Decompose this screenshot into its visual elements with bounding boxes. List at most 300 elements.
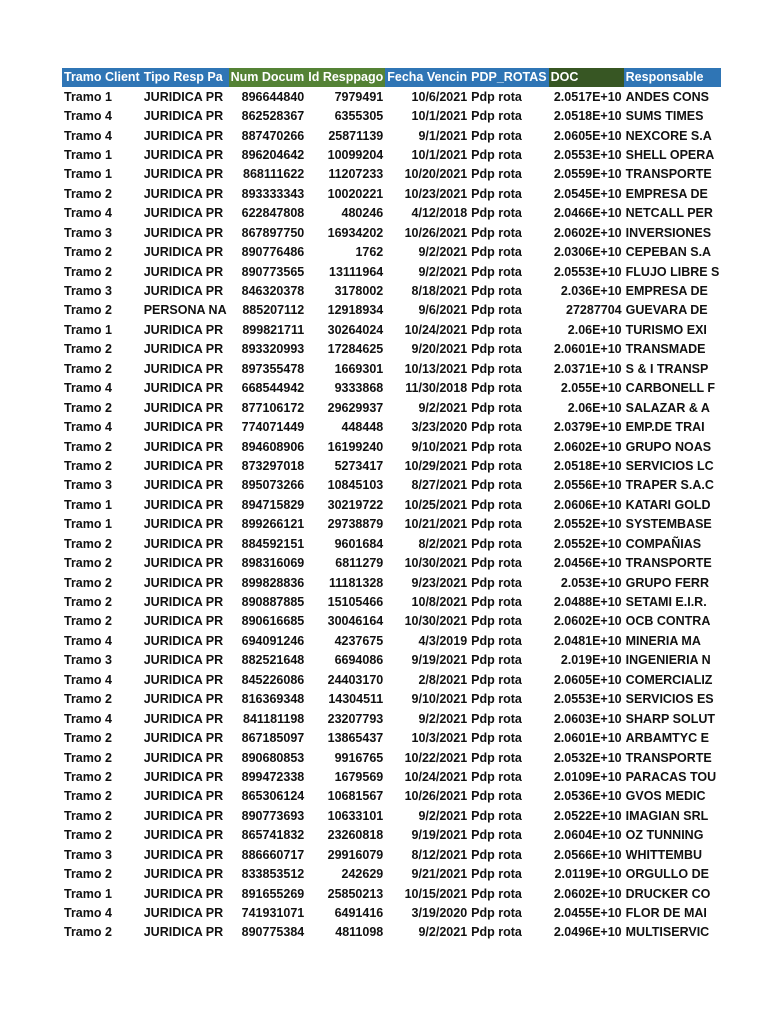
doc-cell[interactable]: 2.0517E+10 xyxy=(553,89,622,104)
responsable-cell[interactable]: FLOR DE MAI xyxy=(625,906,707,921)
tipo-resp-cell[interactable]: JURIDICA PR xyxy=(143,381,224,396)
doc-cell[interactable]: 2.0455E+10 xyxy=(553,906,622,921)
tipo-resp-cell[interactable]: JURIDICA PR xyxy=(143,342,224,357)
fecha-cell[interactable]: 10/30/2021 xyxy=(404,556,468,571)
tipo-resp-cell[interactable]: JURIDICA PR xyxy=(143,458,224,473)
num-documento-cell[interactable]: 882521648 xyxy=(241,653,305,668)
responsable-cell[interactable]: SALAZAR & A xyxy=(625,400,710,415)
doc-cell[interactable]: 2.0559E+10 xyxy=(553,167,622,182)
pdp-rotas-cell[interactable]: Pdp rota xyxy=(471,653,522,668)
responsable-cell[interactable]: EMPRESA DE xyxy=(625,186,708,201)
tipo-resp-cell[interactable]: JURIDICA PR xyxy=(143,517,224,532)
num-documento-cell[interactable]: 741931071 xyxy=(241,906,305,921)
id-resppago-cell[interactable]: 9916765 xyxy=(334,750,384,765)
fecha-cell[interactable]: 9/6/2021 xyxy=(418,303,468,318)
fecha-cell[interactable]: 10/6/2021 xyxy=(411,89,468,104)
id-resppago-cell[interactable]: 25871139 xyxy=(328,128,384,143)
doc-cell[interactable]: 2.0456E+10 xyxy=(553,556,622,571)
responsable-cell[interactable]: GRUPO FERR xyxy=(625,575,709,590)
id-resppago-cell[interactable]: 15105466 xyxy=(327,595,384,610)
num-documento-cell[interactable]: 846320378 xyxy=(241,284,305,299)
tipo-resp-cell[interactable]: JURIDICA PR xyxy=(143,769,224,784)
pdp-rotas-cell[interactable]: Pdp rota xyxy=(471,711,522,726)
responsable-cell[interactable]: GUEVARA DE xyxy=(625,303,708,318)
tipo-resp-cell[interactable]: JURIDICA PR xyxy=(143,867,224,882)
id-resppago-cell[interactable]: 29629937 xyxy=(327,400,384,415)
num-documento-cell[interactable]: 865741832 xyxy=(241,828,305,843)
pdp-rotas-cell[interactable]: Pdp rota xyxy=(471,536,522,551)
tramo-cell[interactable]: Tramo 2 xyxy=(64,536,112,551)
responsable-cell[interactable]: MULTISERVIC xyxy=(625,925,710,940)
responsable-cell[interactable]: CARBONELL F xyxy=(625,381,715,396)
tipo-resp-cell[interactable]: JURIDICA PR xyxy=(143,322,224,337)
tramo-cell[interactable]: Tramo 2 xyxy=(64,789,112,804)
tipo-resp-cell[interactable]: JURIDICA PR xyxy=(143,439,224,454)
id-resppago-cell[interactable]: 4811098 xyxy=(335,925,384,940)
fecha-cell[interactable]: 9/1/2021 xyxy=(418,128,468,143)
pdp-rotas-cell[interactable]: Pdp rota xyxy=(471,478,522,493)
tramo-cell[interactable]: Tramo 2 xyxy=(64,692,112,707)
doc-cell[interactable]: 2.0604E+10 xyxy=(553,828,622,843)
id-resppago-cell[interactable]: 12918934 xyxy=(327,303,384,318)
responsable-cell[interactable]: GVOS MEDIC xyxy=(625,789,706,804)
responsable-cell[interactable]: TURISMO EXI xyxy=(625,322,707,337)
num-documento-cell[interactable]: 894715829 xyxy=(241,497,305,512)
header-id-resppago[interactable]: Id Resppago xyxy=(306,68,385,87)
num-documento-cell[interactable]: 873297018 xyxy=(241,458,305,473)
doc-cell[interactable]: 2.0602E+10 xyxy=(553,886,622,901)
tipo-resp-cell[interactable]: JURIDICA PR xyxy=(143,828,224,843)
fecha-cell[interactable]: 10/24/2021 xyxy=(404,322,468,337)
num-documento-cell[interactable]: 622847808 xyxy=(241,206,305,221)
pdp-rotas-cell[interactable]: Pdp rota xyxy=(471,458,522,473)
pdp-rotas-cell[interactable]: Pdp rota xyxy=(471,906,522,921)
doc-cell[interactable]: 2.0518E+10 xyxy=(553,458,622,473)
header-doc[interactable]: DOC xyxy=(549,68,624,87)
fecha-cell[interactable]: 3/19/2020 xyxy=(411,906,468,921)
fecha-cell[interactable]: 10/1/2021 xyxy=(411,109,468,124)
doc-cell[interactable]: 2.0602E+10 xyxy=(553,225,622,240)
tramo-cell[interactable]: Tramo 2 xyxy=(64,614,112,629)
responsable-cell[interactable]: KATARI GOLD xyxy=(625,497,711,512)
tipo-resp-cell[interactable]: JURIDICA PR xyxy=(143,750,224,765)
num-documento-cell[interactable]: 867185097 xyxy=(241,731,305,746)
num-documento-cell[interactable]: 899828836 xyxy=(241,575,305,590)
fecha-cell[interactable]: 10/13/2021 xyxy=(404,361,468,376)
id-resppago-cell[interactable]: 30046164 xyxy=(327,614,384,629)
id-resppago-cell[interactable]: 30219722 xyxy=(327,497,384,512)
num-documento-cell[interactable]: 862528367 xyxy=(241,109,305,124)
tramo-cell[interactable]: Tramo 4 xyxy=(64,206,112,221)
num-documento-cell[interactable]: 885207112 xyxy=(242,303,305,318)
pdp-rotas-cell[interactable]: Pdp rota xyxy=(471,575,522,590)
tramo-cell[interactable]: Tramo 2 xyxy=(64,575,112,590)
doc-cell[interactable]: 2.0601E+10 xyxy=(553,342,622,357)
id-resppago-cell[interactable]: 3178002 xyxy=(334,284,384,299)
fecha-cell[interactable]: 9/10/2021 xyxy=(411,439,468,454)
responsable-cell[interactable]: SUMS TIMES xyxy=(625,109,704,124)
tipo-resp-cell[interactable]: JURIDICA PR xyxy=(143,906,224,921)
pdp-rotas-cell[interactable]: Pdp rota xyxy=(471,225,522,240)
num-documento-cell[interactable]: 890680853 xyxy=(241,750,305,765)
pdp-rotas-cell[interactable]: Pdp rota xyxy=(471,420,522,435)
tramo-cell[interactable]: Tramo 2 xyxy=(64,342,112,357)
tipo-resp-cell[interactable]: JURIDICA PR xyxy=(143,692,224,707)
num-documento-cell[interactable]: 774071449 xyxy=(241,420,305,435)
fecha-cell[interactable]: 2/8/2021 xyxy=(418,672,468,687)
doc-cell[interactable]: 2.06E+10 xyxy=(567,322,622,337)
responsable-cell[interactable]: OCB CONTRA xyxy=(625,614,711,629)
pdp-rotas-cell[interactable]: Pdp rota xyxy=(471,692,522,707)
responsable-cell[interactable]: SHELL OPERA xyxy=(625,147,715,162)
pdp-rotas-cell[interactable]: Pdp rota xyxy=(471,769,522,784)
id-resppago-cell[interactable]: 29738879 xyxy=(327,517,384,532)
doc-cell[interactable]: 2.0553E+10 xyxy=(553,147,622,162)
responsable-cell[interactable]: PARACAS TOU xyxy=(625,769,717,784)
doc-cell[interactable]: 2.0553E+10 xyxy=(553,264,622,279)
tipo-resp-cell[interactable]: JURIDICA PR xyxy=(143,653,224,668)
responsable-cell[interactable]: TRANSPORTE xyxy=(625,556,712,571)
tramo-cell[interactable]: Tramo 3 xyxy=(64,847,112,862)
doc-cell[interactable]: 2.0552E+10 xyxy=(553,517,622,532)
responsable-cell[interactable]: ORGULLO DE xyxy=(625,867,709,882)
fecha-cell[interactable]: 9/19/2021 xyxy=(411,653,468,668)
pdp-rotas-cell[interactable]: Pdp rota xyxy=(471,89,522,104)
responsable-cell[interactable]: IMAGIAN SRL xyxy=(625,808,709,823)
responsable-cell[interactable]: INVERSIONES xyxy=(625,225,712,240)
tramo-cell[interactable]: Tramo 1 xyxy=(64,89,112,104)
tramo-cell[interactable]: Tramo 2 xyxy=(64,264,112,279)
fecha-cell[interactable]: 9/19/2021 xyxy=(411,828,468,843)
tramo-cell[interactable]: Tramo 1 xyxy=(64,886,112,901)
id-resppago-cell[interactable]: 5273417 xyxy=(334,458,384,473)
fecha-cell[interactable]: 10/29/2021 xyxy=(404,458,468,473)
tramo-cell[interactable]: Tramo 1 xyxy=(64,497,112,512)
doc-cell[interactable]: 2.0532E+10 xyxy=(553,750,622,765)
num-documento-cell[interactable]: 893333343 xyxy=(241,186,305,201)
tipo-resp-cell[interactable]: JURIDICA PR xyxy=(143,536,224,551)
id-resppago-cell[interactable]: 6694086 xyxy=(334,653,384,668)
num-documento-cell[interactable]: 886660717 xyxy=(241,847,305,862)
doc-cell[interactable]: 2.0466E+10 xyxy=(553,206,622,221)
fecha-cell[interactable]: 8/18/2021 xyxy=(411,284,468,299)
tramo-cell[interactable]: Tramo 2 xyxy=(64,595,112,610)
doc-cell[interactable]: 2.0603E+10 xyxy=(553,711,622,726)
fecha-cell[interactable]: 9/2/2021 xyxy=(418,925,468,940)
id-resppago-cell[interactable]: 1679569 xyxy=(334,769,384,784)
pdp-rotas-cell[interactable]: Pdp rota xyxy=(471,828,522,843)
fecha-cell[interactable]: 10/1/2021 xyxy=(411,147,468,162)
tipo-resp-cell[interactable]: JURIDICA PR xyxy=(143,206,224,221)
tramo-cell[interactable]: Tramo 4 xyxy=(64,633,112,648)
pdp-rotas-cell[interactable]: Pdp rota xyxy=(471,400,522,415)
id-resppago-cell[interactable]: 4237675 xyxy=(334,633,384,648)
pdp-rotas-cell[interactable]: Pdp rota xyxy=(471,750,522,765)
tramo-cell[interactable]: Tramo 1 xyxy=(64,147,112,162)
pdp-rotas-cell[interactable]: Pdp rota xyxy=(471,167,522,182)
pdp-rotas-cell[interactable]: Pdp rota xyxy=(471,147,522,162)
header-tipo-resp-pago[interactable]: Tipo Resp Pa xyxy=(142,68,229,87)
fecha-cell[interactable]: 10/22/2021 xyxy=(404,750,468,765)
id-resppago-cell[interactable]: 30264024 xyxy=(327,322,384,337)
fecha-cell[interactable]: 9/2/2021 xyxy=(418,264,468,279)
num-documento-cell[interactable]: 891655269 xyxy=(241,886,305,901)
tipo-resp-cell[interactable]: JURIDICA PR xyxy=(143,167,224,182)
tramo-cell[interactable]: Tramo 2 xyxy=(64,769,112,784)
fecha-cell[interactable]: 11/30/2018 xyxy=(405,381,468,396)
header-responsable[interactable]: Responsable xyxy=(624,68,722,87)
responsable-cell[interactable]: CEPEBAN S.A xyxy=(625,245,712,260)
tipo-resp-cell[interactable]: JURIDICA PR xyxy=(143,556,224,571)
tramo-cell[interactable]: Tramo 1 xyxy=(64,517,112,532)
id-resppago-cell[interactable]: 9333868 xyxy=(334,381,384,396)
fecha-cell[interactable]: 10/15/2021 xyxy=(404,886,468,901)
id-resppago-cell[interactable]: 10681567 xyxy=(327,789,384,804)
tipo-resp-cell[interactable]: JURIDICA PR xyxy=(143,731,224,746)
responsable-cell[interactable]: TRANSPORTE xyxy=(625,750,712,765)
responsable-cell[interactable]: SERVICIOS LC xyxy=(625,458,714,473)
tramo-cell[interactable]: Tramo 3 xyxy=(64,653,112,668)
fecha-cell[interactable]: 10/26/2021 xyxy=(404,225,468,240)
fecha-cell[interactable]: 8/27/2021 xyxy=(411,478,468,493)
num-documento-cell[interactable]: 899266121 xyxy=(241,517,305,532)
doc-cell[interactable]: 2.0556E+10 xyxy=(553,478,622,493)
id-resppago-cell[interactable]: 6491416 xyxy=(334,906,384,921)
responsable-cell[interactable]: OZ TUNNING xyxy=(625,828,704,843)
fecha-cell[interactable]: 3/23/2020 xyxy=(411,420,468,435)
num-documento-cell[interactable]: 867897750 xyxy=(241,225,305,240)
tramo-cell[interactable]: Tramo 4 xyxy=(64,672,112,687)
tipo-resp-cell[interactable]: JURIDICA PR xyxy=(143,284,224,299)
fecha-cell[interactable]: 10/24/2021 xyxy=(404,769,468,784)
fecha-cell[interactable]: 8/2/2021 xyxy=(418,536,468,551)
id-resppago-cell[interactable]: 6355305 xyxy=(334,109,384,124)
id-resppago-cell[interactable]: 10845103 xyxy=(327,478,384,493)
header-tramo-cliente[interactable]: Tramo Client xyxy=(62,68,142,87)
responsable-cell[interactable]: EMP.DE TRAI xyxy=(625,420,705,435)
doc-cell[interactable]: 2.0522E+10 xyxy=(553,808,622,823)
id-resppago-cell[interactable]: 6811279 xyxy=(335,556,384,571)
tipo-resp-cell[interactable]: JURIDICA PR xyxy=(143,128,224,143)
tramo-cell[interactable]: Tramo 3 xyxy=(64,478,112,493)
responsable-cell[interactable]: MINERIA MA xyxy=(625,633,701,648)
id-resppago-cell[interactable]: 24403170 xyxy=(327,672,384,687)
num-documento-cell[interactable]: 890616685 xyxy=(241,614,305,629)
tipo-resp-cell[interactable]: JURIDICA PR xyxy=(143,478,224,493)
doc-cell[interactable]: 2.0496E+10 xyxy=(553,925,622,940)
num-documento-cell[interactable]: 890887885 xyxy=(241,595,305,610)
pdp-rotas-cell[interactable]: Pdp rota xyxy=(471,925,522,940)
tipo-resp-cell[interactable]: JURIDICA PR xyxy=(143,711,224,726)
fecha-cell[interactable]: 4/12/2018 xyxy=(411,206,468,221)
fecha-cell[interactable]: 10/26/2021 xyxy=(404,789,468,804)
tramo-cell[interactable]: Tramo 2 xyxy=(64,400,112,415)
pdp-rotas-cell[interactable]: Pdp rota xyxy=(471,556,522,571)
fecha-cell[interactable]: 10/8/2021 xyxy=(411,595,468,610)
fecha-cell[interactable]: 9/2/2021 xyxy=(418,400,468,415)
tramo-cell[interactable]: Tramo 3 xyxy=(64,284,112,299)
tipo-resp-cell[interactable]: JURIDICA PR xyxy=(143,361,224,376)
responsable-cell[interactable]: SYSTEMBASE xyxy=(625,517,712,532)
tipo-resp-cell[interactable]: JURIDICA PR xyxy=(143,925,224,940)
id-resppago-cell[interactable]: 13865437 xyxy=(327,731,384,746)
id-resppago-cell[interactable]: 10633101 xyxy=(327,808,384,823)
num-documento-cell[interactable]: 668544942 xyxy=(241,381,305,396)
tipo-resp-cell[interactable]: JURIDICA PR xyxy=(143,186,224,201)
header-fecha-vencimiento[interactable]: Fecha Vencin xyxy=(385,68,469,87)
doc-cell[interactable]: 2.019E+10 xyxy=(560,653,622,668)
doc-cell[interactable]: 2.0371E+10 xyxy=(553,361,622,376)
fecha-cell[interactable]: 9/10/2021 xyxy=(411,692,468,707)
fecha-cell[interactable]: 10/3/2021 xyxy=(411,731,468,746)
fecha-cell[interactable]: 10/30/2021 xyxy=(404,614,468,629)
tramo-cell[interactable]: Tramo 1 xyxy=(64,322,112,337)
doc-cell[interactable]: 2.055E+10 xyxy=(560,381,622,396)
tramo-cell[interactable]: Tramo 2 xyxy=(64,186,112,201)
num-documento-cell[interactable]: 896644840 xyxy=(241,89,305,104)
doc-cell[interactable]: 2.0518E+10 xyxy=(553,109,622,124)
pdp-rotas-cell[interactable]: Pdp rota xyxy=(471,847,522,862)
tramo-cell[interactable]: Tramo 4 xyxy=(64,420,112,435)
responsable-cell[interactable]: ANDES CONS xyxy=(625,89,709,104)
pdp-rotas-cell[interactable]: Pdp rota xyxy=(471,614,522,629)
tramo-cell[interactable]: Tramo 2 xyxy=(64,361,112,376)
doc-cell[interactable]: 2.0553E+10 xyxy=(553,692,622,707)
doc-cell[interactable]: 2.0602E+10 xyxy=(553,614,622,629)
num-documento-cell[interactable]: 899821711 xyxy=(242,322,305,337)
pdp-rotas-cell[interactable]: Pdp rota xyxy=(471,186,522,201)
tramo-cell[interactable]: Tramo 4 xyxy=(64,906,112,921)
pdp-rotas-cell[interactable]: Pdp rota xyxy=(471,264,522,279)
doc-cell[interactable]: 2.036E+10 xyxy=(560,284,622,299)
num-documento-cell[interactable]: 890773565 xyxy=(241,264,305,279)
fecha-cell[interactable]: 9/2/2021 xyxy=(418,808,468,823)
doc-cell[interactable]: 2.0536E+10 xyxy=(553,789,622,804)
tramo-cell[interactable]: Tramo 4 xyxy=(64,381,112,396)
doc-cell[interactable]: 2.0605E+10 xyxy=(553,672,622,687)
num-documento-cell[interactable]: 899472338 xyxy=(241,769,305,784)
responsable-cell[interactable]: TRANSPORTE xyxy=(625,167,712,182)
tramo-cell[interactable]: Tramo 2 xyxy=(64,867,112,882)
tramo-cell[interactable]: Tramo 2 xyxy=(64,245,112,260)
doc-cell[interactable]: 27287704 xyxy=(566,303,622,318)
pdp-rotas-cell[interactable]: Pdp rota xyxy=(471,245,522,260)
id-resppago-cell[interactable]: 13111964 xyxy=(329,264,384,279)
responsable-cell[interactable]: TRAPER S.A.C xyxy=(625,478,714,493)
tipo-resp-cell[interactable]: JURIDICA PR xyxy=(143,400,224,415)
responsable-cell[interactable]: GRUPO NOAS xyxy=(625,439,712,454)
tipo-resp-cell[interactable]: JURIDICA PR xyxy=(143,89,224,104)
id-resppago-cell[interactable]: 23260818 xyxy=(327,828,384,843)
num-documento-cell[interactable]: 877106172 xyxy=(241,400,305,415)
tramo-cell[interactable]: Tramo 4 xyxy=(64,109,112,124)
num-documento-cell[interactable]: 845226086 xyxy=(241,672,305,687)
responsable-cell[interactable]: COMERCIALIZ xyxy=(625,672,713,687)
fecha-cell[interactable]: 9/2/2021 xyxy=(418,711,468,726)
tramo-cell[interactable]: Tramo 2 xyxy=(64,439,112,454)
doc-cell[interactable]: 2.0545E+10 xyxy=(553,186,622,201)
pdp-rotas-cell[interactable]: Pdp rota xyxy=(471,633,522,648)
num-documento-cell[interactable]: 893320993 xyxy=(241,342,305,357)
fecha-cell[interactable]: 9/23/2021 xyxy=(411,575,468,590)
responsable-cell[interactable]: INGENIERIA N xyxy=(625,653,711,668)
num-documento-cell[interactable]: 890773693 xyxy=(241,808,305,823)
id-resppago-cell[interactable]: 10099204 xyxy=(327,147,384,162)
pdp-rotas-cell[interactable]: Pdp rota xyxy=(471,497,522,512)
tipo-resp-cell[interactable]: JURIDICA PR xyxy=(143,420,224,435)
tramo-cell[interactable]: Tramo 3 xyxy=(64,225,112,240)
tipo-resp-cell[interactable]: JURIDICA PR xyxy=(143,497,224,512)
doc-cell[interactable]: 2.0601E+10 xyxy=(553,731,622,746)
pdp-rotas-cell[interactable]: Pdp rota xyxy=(471,284,522,299)
doc-cell[interactable]: 2.0488E+10 xyxy=(553,595,622,610)
responsable-cell[interactable]: NETCALL PER xyxy=(625,206,713,221)
doc-cell[interactable]: 2.0306E+10 xyxy=(553,245,622,260)
tipo-resp-cell[interactable]: JURIDICA PR xyxy=(143,245,224,260)
responsable-cell[interactable]: S & I TRANSP xyxy=(625,361,709,376)
doc-cell[interactable]: 2.0119E+10 xyxy=(554,867,622,882)
tipo-resp-cell[interactable]: JURIDICA PR xyxy=(143,672,224,687)
fecha-cell[interactable]: 9/20/2021 xyxy=(411,342,468,357)
tramo-cell[interactable]: Tramo 2 xyxy=(64,556,112,571)
num-documento-cell[interactable]: 841181198 xyxy=(243,711,305,726)
tipo-resp-cell[interactable]: JURIDICA PR xyxy=(143,808,224,823)
pdp-rotas-cell[interactable]: Pdp rota xyxy=(471,439,522,454)
fecha-cell[interactable]: 8/12/2021 xyxy=(411,847,468,862)
responsable-cell[interactable]: WHITTEMBU xyxy=(625,847,703,862)
tipo-resp-cell[interactable]: JURIDICA PR xyxy=(143,575,224,590)
responsable-cell[interactable]: SETAMI E.I.R. xyxy=(625,595,707,610)
id-resppago-cell[interactable]: 29916079 xyxy=(327,847,384,862)
doc-cell[interactable]: 2.0606E+10 xyxy=(553,497,622,512)
id-resppago-cell[interactable]: 16199240 xyxy=(327,439,384,454)
pdp-rotas-cell[interactable]: Pdp rota xyxy=(471,672,522,687)
id-resppago-cell[interactable]: 11181328 xyxy=(329,575,384,590)
pdp-rotas-cell[interactable]: Pdp rota xyxy=(471,128,522,143)
responsable-cell[interactable]: SHARP SOLUT xyxy=(625,711,716,726)
tramo-cell[interactable]: Tramo 4 xyxy=(64,128,112,143)
id-resppago-cell[interactable]: 1669301 xyxy=(334,361,384,376)
tipo-resp-cell[interactable]: JURIDICA PR xyxy=(143,264,224,279)
fecha-cell[interactable]: 10/20/2021 xyxy=(404,167,468,182)
num-documento-cell[interactable]: 884592151 xyxy=(241,536,305,551)
num-documento-cell[interactable]: 816369348 xyxy=(241,692,305,707)
header-pdp-rotas[interactable]: PDP_ROTAS xyxy=(469,68,548,87)
pdp-rotas-cell[interactable]: Pdp rota xyxy=(471,342,522,357)
id-resppago-cell[interactable]: 1762 xyxy=(355,245,384,260)
pdp-rotas-cell[interactable]: Pdp rota xyxy=(471,381,522,396)
num-documento-cell[interactable]: 887470266 xyxy=(241,128,305,143)
responsable-cell[interactable]: NEXCORE S.A xyxy=(625,128,712,143)
id-resppago-cell[interactable]: 9601684 xyxy=(334,536,384,551)
tipo-resp-cell[interactable]: JURIDICA PR xyxy=(143,847,224,862)
responsable-cell[interactable]: SERVICIOS ES xyxy=(625,692,714,707)
doc-cell[interactable]: 2.0605E+10 xyxy=(553,128,622,143)
tipo-resp-cell[interactable]: JURIDICA PR xyxy=(143,614,224,629)
id-resppago-cell[interactable]: 17284625 xyxy=(327,342,384,357)
tipo-resp-cell[interactable]: JURIDICA PR xyxy=(143,109,224,124)
fecha-cell[interactable]: 10/25/2021 xyxy=(404,497,468,512)
num-documento-cell[interactable]: 896204642 xyxy=(241,147,305,162)
fecha-cell[interactable]: 9/21/2021 xyxy=(411,867,468,882)
id-resppago-cell[interactable]: 242629 xyxy=(341,867,384,882)
responsable-cell[interactable]: ARBAMTYC E xyxy=(625,731,709,746)
pdp-rotas-cell[interactable]: Pdp rota xyxy=(471,867,522,882)
tipo-resp-cell[interactable]: JURIDICA PR xyxy=(143,225,224,240)
doc-cell[interactable]: 2.0109E+10 xyxy=(553,769,622,784)
pdp-rotas-cell[interactable]: Pdp rota xyxy=(471,731,522,746)
tramo-cell[interactable]: Tramo 2 xyxy=(64,731,112,746)
